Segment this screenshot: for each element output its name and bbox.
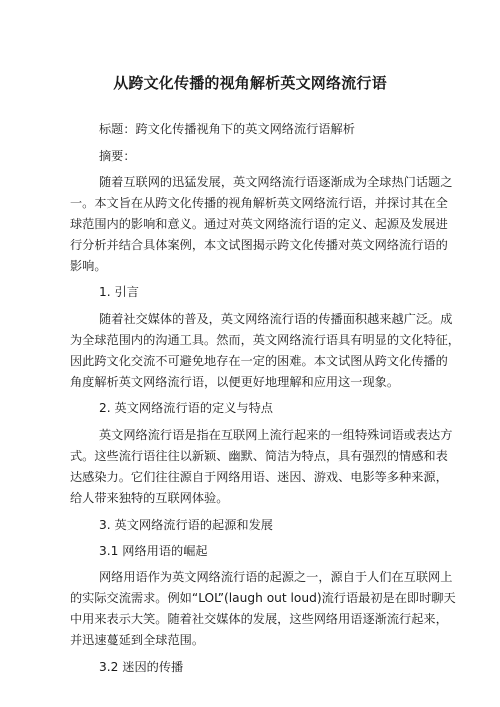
body-line: 因此跨文化交流不可避免地存在一定的困难。本文试图从跨文化传播的 (70, 354, 448, 368)
body-line: 角度解析英文网络流行语，以便更好地理解和应用这一现象。 (70, 375, 400, 389)
body-line: 随着社交媒体的普及，英文网络流行语的传播面积越来越广泛。成 (99, 312, 453, 326)
subsection-heading: 3.1 网络用语的崛起 (99, 544, 208, 558)
section-heading: 1. 引言 (99, 285, 139, 299)
section-heading: 3. 英文网络流行语的起源和发展 (99, 518, 273, 532)
section-heading: 2. 英文网络流行语的定义与特点 (99, 401, 273, 415)
abstract-line: 随着互联网的迅猛发展，英文网络流行语逐渐成为全球热门话题之 (99, 175, 453, 189)
page-title: 从跨文化传播的视角解析英文网络流行语 (113, 74, 387, 92)
body-line: 中用来表示大笑。随着社交媒体的发展，这些网络用语逐渐流行起来， (70, 612, 448, 626)
body-line: 的实际交流需求。例如“LOL”(laugh out loud)流行语最初是在即时聊天 (70, 591, 456, 605)
body-line: 并迅速蔓延到全球范围。 (70, 633, 205, 647)
body-line: 给人带来独特的互联网体验。 (70, 491, 229, 505)
subtitle-line: 标题：跨文化传播视角下的英文网络流行语解析 (99, 122, 355, 136)
subsection-heading: 3.2 迷因的传播 (99, 660, 184, 674)
body-line: 式。这些流行语往往以新颖、幽默、简洁为特点，具有强烈的情感和表 (70, 449, 448, 463)
body-line: 英文网络流行语是指在互联网上流行起来的一组特殊词语或表达方 (99, 428, 453, 442)
abstract-line: 影响。 (70, 259, 107, 273)
body-line: 为全球范围内的沟通工具。然而，英文网络流行语具有明显的文化特征， (70, 333, 460, 347)
body-line: 网络用语作为英文网络流行语的起源之一，源自于人们在互联网上 (99, 570, 453, 584)
abstract-line: 行分析并结合具体案例，本文试图揭示跨文化传播对英文网络流行语的 (70, 238, 448, 252)
abstract-label: 摘要： (99, 149, 136, 163)
abstract-line: 球范围内的影响和意义。通过对英文网络流行语的定义、起源及发展进 (70, 217, 448, 231)
abstract-line: 一。本文旨在从跨文化传播的视角解析英文网络流行语，并探讨其在全 (70, 196, 448, 210)
body-line: 达感染力。它们往往源自于网络用语、迷因、游戏、电影等多种来源， (70, 470, 448, 484)
